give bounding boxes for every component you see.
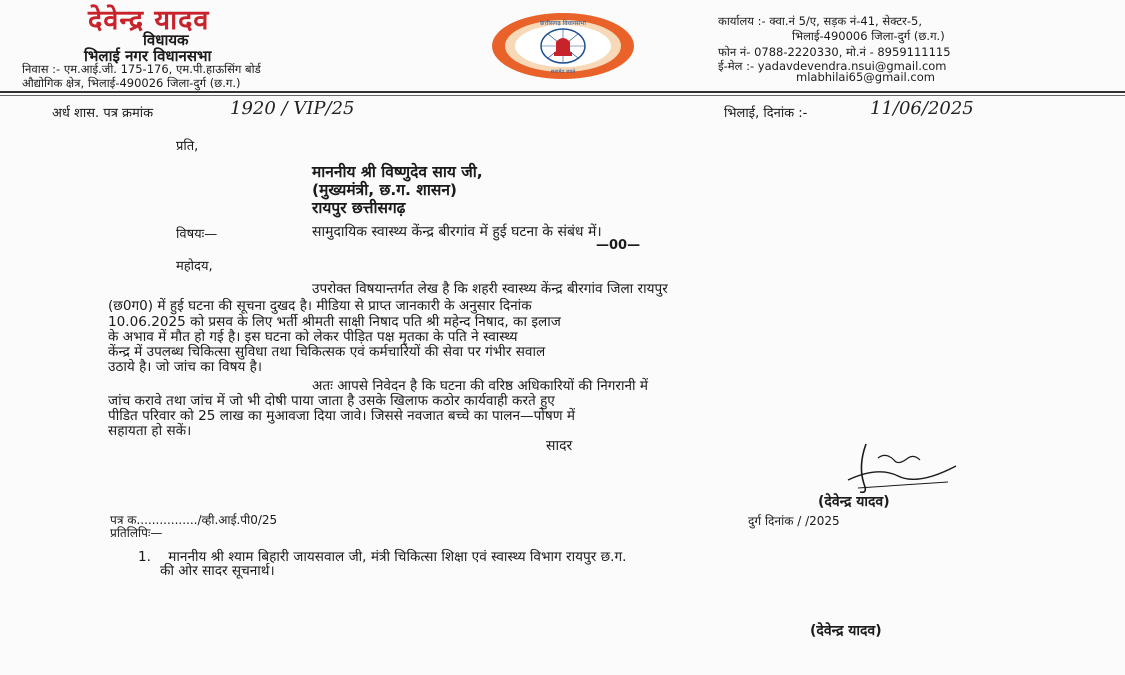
body-line: उपरोक्त विषयान्तर्गत लेख है कि शहरी स्वास्थ्य केंन्द्र बीरगांव जिला रायपुर	[312, 281, 668, 297]
closing-sadar: सादर	[546, 438, 573, 454]
reference-label: अर्ध शास. पत्र क्रमांक	[52, 106, 154, 121]
signatory-name: (देवेन्द्र यादव)	[818, 494, 890, 510]
date-label: भिलाई, दिनांक :-	[724, 106, 808, 121]
letterhead-divider-thin	[0, 95, 1125, 96]
date-value: 11/06/2025	[870, 98, 974, 119]
letterhead-divider	[0, 91, 1125, 93]
constituency: भिलाई नगर विधानसभा	[84, 47, 212, 65]
body-line: जांच करावे तथा जांच में जो भी दोषी पाया जाता है उसके खिलाफ कठोर कार्यवाही करते हुए	[108, 393, 555, 409]
residence-address-line1: निवास :- एम.आई.जी. 175-176, एम.पी.हाऊसिंग बोर्ड	[22, 62, 261, 76]
designation: विधायक	[143, 31, 189, 49]
residence-address-line2: औद्योगिक क्षेत्र, भिलाई-490026 जिला-दुर्ग (छ.ग.)	[22, 76, 241, 90]
reference-number: 1920 / VIP/25	[230, 98, 355, 119]
emblem-top-text: छत्तीसगढ़ विधानसभा	[540, 20, 586, 27]
body-line: पीडित परिवार को 25 लाख का मुआवजा दिया जावे। जिससे नवजात बच्चे का पालन—पोषण में	[108, 408, 576, 424]
body-line: सहायता हो सकें।	[108, 423, 192, 439]
body-line: केंन्द्र में उपलब्ध चिकित्सा सुविधा तथा चिकित्सक एवं कर्मचारियों की सेवा पर गंभीर सवाल	[108, 344, 546, 360]
recipient-title: (मुख्यमंत्री, छ.ग. शासन)	[312, 181, 458, 199]
copy-letter-number: पत्र क................/व्ही.आई.पी0/25	[110, 513, 278, 527]
copy-label: प्रतिलिपिः—	[110, 526, 163, 540]
body-line: अतः आपसे निवेदन है कि घटना की वरिष्ठ अधिकारियों की निगरानी में	[312, 378, 649, 394]
subject-text: सामुदायिक स्वास्थ्य केंन्द्र बीरगांव में हुई घटना के संबंध में।	[312, 224, 602, 240]
mla-name: देवेन्द्र यादव	[88, 5, 210, 36]
body-line: के अभाव में मौत हो गई है। इस घटना को लेकर पीड़ित पक्ष मृतका के पति ने स्वास्थ्य	[108, 329, 518, 345]
office-address-line2: भिलाई-490006 जिला-दुर्ग (छ.ग.)	[792, 29, 945, 43]
salutation: महोदय,	[176, 259, 213, 274]
email-primary: ई-मेल :- yadavdevendra.nsui@gmail.com	[718, 59, 947, 73]
copy-date: दुर्ग दिनांक / /2025	[748, 514, 840, 528]
emblem-bottom-text: सत्यमेव जयते	[550, 69, 576, 75]
copy-item-line2: की ओर सादर सूचनार्थ।	[160, 563, 275, 579]
subject-label: विषयः—	[176, 227, 218, 242]
assembly-emblem-logo	[490, 12, 636, 80]
phone-numbers: फोन नं- 0788-2220330, मो.नं - 8959111115	[718, 45, 951, 59]
body-line: उठाये है। जो जांच का विषय है।	[108, 359, 263, 375]
body-line: (छ0ग0) में हुई घटना की सूचना दुखद है। मीडिया से प्राप्त जानकारी के अनुसार दिनांक	[108, 298, 532, 314]
office-address-line1: कार्यालय :- क्वा.नं 5/ए, सड़क नं-41, सेक्टर-5,	[718, 14, 923, 28]
copy-item-number: 1.	[138, 549, 151, 565]
body-line: 10.06.2025 को प्रसव के लिए भर्ती श्रीमती साक्षी निषाद पति श्री महेन्द निषाद, का इलाज	[108, 314, 561, 330]
handwritten-signature	[838, 436, 968, 498]
email-secondary: mlabhilai65@gmail.com	[796, 70, 935, 84]
prati-label: प्रति,	[176, 139, 199, 154]
copy-signatory-name: (देवेन्द्र यादव)	[810, 623, 882, 639]
recipient-place: रायपुर छत्तीसगढ़	[312, 199, 406, 217]
recipient-name: माननीय श्री विष्णुदेव साय जी,	[312, 163, 483, 181]
copy-item-text: माननीय श्री श्याम बिहारी जायसवाल जी, मंत्री चिकित्सा शिक्षा एवं स्वास्थ्य विभाग रायपुर छ.ग.	[168, 549, 627, 565]
subject-separator: —00—	[596, 238, 641, 253]
